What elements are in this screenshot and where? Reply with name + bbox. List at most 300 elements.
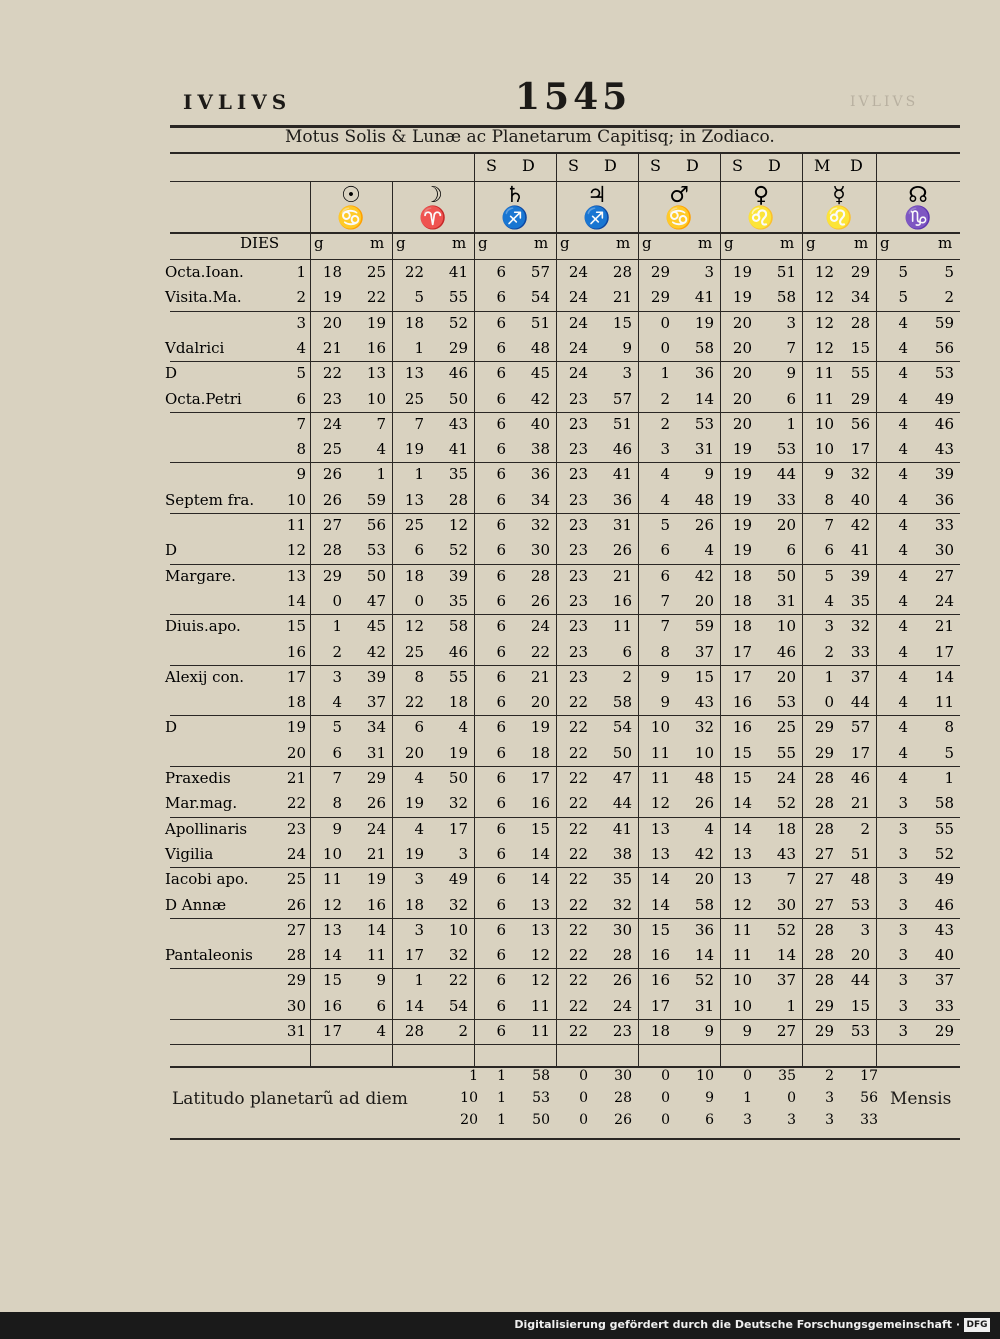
- minute-cell: 12: [448, 516, 468, 534]
- latitude-row: [0, 1090, 1000, 1112]
- minute-cell: 27: [934, 566, 954, 585]
- minute-cell: 35: [448, 465, 468, 484]
- sd-label: M: [814, 156, 831, 175]
- degree-cell: 6: [496, 1022, 506, 1040]
- degree-cell: 28: [814, 769, 834, 787]
- table-row: [0, 643, 1000, 667]
- minute-cell: 15: [612, 313, 632, 332]
- degree-cell: 6: [496, 642, 506, 661]
- degree-cell: 6: [496, 743, 506, 762]
- degree-cell: 6: [496, 389, 506, 408]
- minute-cell: 46: [448, 364, 468, 383]
- degree-header: g: [880, 234, 890, 252]
- minute-cell: 41: [850, 541, 870, 560]
- minute-cell: 9: [786, 364, 796, 383]
- minute-cell: 28: [448, 490, 468, 509]
- degree-cell: 19: [732, 490, 752, 509]
- degree-cell: 0: [660, 313, 670, 332]
- minute-cell: 20: [694, 591, 714, 610]
- degree-cell: 3: [898, 844, 908, 863]
- minute-cell: 26: [694, 516, 714, 534]
- degree-cell: 22: [568, 870, 588, 889]
- degree-cell: 22: [404, 263, 424, 281]
- degree-cell: 16: [732, 718, 752, 737]
- minute-cell: 31: [612, 516, 632, 534]
- degree-cell: 9: [332, 819, 342, 838]
- minute-cell: 12: [530, 971, 550, 990]
- minute-cell: 3: [622, 364, 632, 383]
- degree-cell: 1: [660, 364, 670, 383]
- degree-header: g: [560, 234, 570, 252]
- minute-cell: 52: [776, 920, 796, 939]
- minute-cell: 25: [776, 718, 796, 737]
- column-divider: [720, 152, 721, 1066]
- degree-cell: 4: [898, 591, 908, 610]
- latitude-day: 10: [460, 1090, 478, 1106]
- degree-cell: 4: [898, 465, 908, 484]
- degree-cell: 17: [732, 642, 752, 661]
- minute-cell: 23: [612, 1022, 632, 1040]
- degree-cell: 19: [732, 440, 752, 459]
- minute-cell: 28: [850, 313, 870, 332]
- planet-symbol-cell: [720, 184, 802, 230]
- day-number: 17: [286, 667, 306, 686]
- degree-header: g: [396, 234, 406, 252]
- row-rule: [170, 311, 960, 312]
- sign-glyph: ♌: [825, 206, 853, 231]
- minute-cell: 16: [612, 591, 632, 610]
- minute-cell: 30: [530, 541, 550, 560]
- table-row: [0, 263, 1000, 287]
- latitude-minute-cell: 9: [705, 1090, 714, 1106]
- minute-cell: 36: [934, 490, 954, 509]
- minute-cell: 35: [448, 591, 468, 610]
- minute-cell: 11: [934, 693, 954, 712]
- day-number: 18: [286, 693, 306, 712]
- planet-symbol-cell: [556, 184, 638, 230]
- minute-cell: 32: [850, 617, 870, 636]
- degree-cell: 23: [322, 389, 342, 408]
- minute-cell: 43: [694, 693, 714, 712]
- minute-cell: 36: [530, 465, 550, 484]
- minute-cell: 37: [366, 693, 386, 712]
- minute-cell: 24: [934, 591, 954, 610]
- column-divider: [474, 152, 475, 1066]
- minute-cell: 37: [694, 642, 714, 661]
- degree-cell: 11: [732, 946, 752, 965]
- table-row: [0, 946, 1000, 970]
- planet-symbol-cell: [802, 184, 876, 230]
- minute-cell: 53: [850, 1022, 870, 1040]
- minute-cell: 55: [850, 364, 870, 383]
- minute-cell: 50: [448, 769, 468, 787]
- day-number: 7: [296, 414, 306, 433]
- degree-cell: 6: [496, 313, 506, 332]
- minute-cell: 43: [448, 414, 468, 433]
- minute-cell: 17: [448, 819, 468, 838]
- table-row: [0, 668, 1000, 692]
- degree-cell: 13: [650, 844, 670, 863]
- degree-cell: 4: [414, 769, 424, 787]
- degree-cell: 28: [404, 1022, 424, 1040]
- degree-cell: 27: [814, 895, 834, 914]
- minute-cell: 7: [786, 338, 796, 357]
- degree-cell: 13: [322, 920, 342, 939]
- minute-cell: 24: [776, 769, 796, 787]
- sign-glyph: ♑: [904, 206, 932, 231]
- degree-cell: 17: [404, 946, 424, 965]
- degree-cell: 23: [568, 440, 588, 459]
- minute-cell: 4: [458, 718, 468, 737]
- column-divider: [310, 181, 311, 1066]
- minute-cell: 28: [612, 946, 632, 965]
- degree-cell: 4: [898, 389, 908, 408]
- minute-cell: 15: [694, 667, 714, 686]
- minute-cell: 40: [850, 490, 870, 509]
- degree-cell: 4: [898, 642, 908, 661]
- degree-header: g: [724, 234, 734, 252]
- degree-cell: 22: [568, 946, 588, 965]
- planet-symbol-cell: [876, 184, 960, 230]
- degree-cell: 22: [568, 971, 588, 990]
- minute-cell: 7: [786, 870, 796, 889]
- degree-cell: 22: [568, 895, 588, 914]
- minute-cell: 4: [704, 541, 714, 560]
- degree-cell: 19: [732, 516, 752, 534]
- minute-cell: 14: [366, 920, 386, 939]
- degree-cell: 18: [732, 617, 752, 636]
- degree-cell: 5: [660, 516, 670, 534]
- minute-cell: 41: [448, 263, 468, 281]
- feast-name: D: [165, 718, 178, 737]
- minute-cell: 26: [612, 541, 632, 560]
- rule: [170, 1138, 960, 1140]
- degree-cell: 14: [732, 794, 752, 813]
- minute-cell: 14: [530, 870, 550, 889]
- minute-cell: 29: [448, 338, 468, 357]
- minute-cell: 3: [860, 920, 870, 939]
- degree-cell: 6: [824, 541, 834, 560]
- degree-cell: 20: [322, 313, 342, 332]
- table-title: Motus Solis & Lunæ ac Planetarum Capitisq; in Zodiaco.: [285, 127, 775, 147]
- degree-cell: 16: [322, 996, 342, 1015]
- day-number: 5: [296, 364, 306, 383]
- minute-cell: 29: [366, 769, 386, 787]
- minute-header: m: [938, 234, 953, 252]
- minute-cell: 57: [530, 263, 550, 281]
- minute-cell: 58: [694, 895, 714, 914]
- minute-header: m: [616, 234, 631, 252]
- degree-cell: 6: [496, 895, 506, 914]
- minute-cell: 15: [850, 996, 870, 1015]
- feast-name: Diuis.apo.: [165, 617, 241, 636]
- minute-cell: 6: [786, 541, 796, 560]
- planet-glyph: ♄: [505, 183, 525, 208]
- degree-cell: 3: [898, 996, 908, 1015]
- latitude-degree-cell: 1: [497, 1090, 506, 1106]
- degree-cell: 7: [332, 769, 342, 787]
- degree-cell: 19: [322, 288, 342, 307]
- minute-cell: 51: [850, 844, 870, 863]
- degree-cell: 22: [568, 920, 588, 939]
- rule: [170, 152, 960, 154]
- feast-name: Alexij con.: [165, 667, 245, 686]
- feast-name: D: [165, 364, 178, 383]
- degree-cell: 3: [898, 819, 908, 838]
- table-row: [0, 997, 1000, 1021]
- minute-cell: 6: [376, 996, 386, 1015]
- degree-cell: 4: [898, 364, 908, 383]
- day-number: 27: [286, 920, 306, 939]
- day-number: 28: [286, 946, 306, 965]
- degree-cell: 15: [732, 743, 752, 762]
- degree-cell: 4: [898, 566, 908, 585]
- feast-name: D Annæ: [165, 895, 227, 914]
- degree-cell: 3: [660, 440, 670, 459]
- degree-cell: 1: [414, 465, 424, 484]
- minute-cell: 39: [934, 465, 954, 484]
- degree-cell: 6: [496, 794, 506, 813]
- minute-cell: 7: [376, 414, 386, 433]
- degree-cell: 17: [650, 996, 670, 1015]
- minute-cell: 18: [448, 693, 468, 712]
- minute-cell: 21: [934, 617, 954, 636]
- degree-cell: 3: [414, 920, 424, 939]
- degree-cell: 19: [732, 263, 752, 281]
- day-number: 25: [286, 870, 306, 889]
- latitude-day: 1: [469, 1068, 478, 1084]
- latitude-minute-cell: 26: [614, 1112, 632, 1128]
- rule: [170, 259, 960, 260]
- sign-glyph: ♋: [665, 206, 693, 231]
- degree-cell: 4: [898, 693, 908, 712]
- degree-cell: 23: [568, 566, 588, 585]
- degree-header: g: [642, 234, 652, 252]
- minute-cell: 42: [694, 844, 714, 863]
- table-row: [0, 921, 1000, 945]
- table-row: [0, 794, 1000, 818]
- minute-cell: 13: [530, 895, 550, 914]
- latitude-degree-cell: 1: [497, 1068, 506, 1084]
- table-row: [0, 693, 1000, 717]
- minute-cell: 10: [448, 920, 468, 939]
- minute-cell: 19: [448, 743, 468, 762]
- degree-cell: 17: [732, 667, 752, 686]
- minute-cell: 33: [934, 996, 954, 1015]
- column-divider: [802, 152, 803, 1066]
- degree-cell: 6: [496, 844, 506, 863]
- degree-cell: 2: [824, 642, 834, 661]
- degree-cell: 6: [496, 440, 506, 459]
- minute-cell: 17: [850, 743, 870, 762]
- day-number: 14: [286, 591, 306, 610]
- degree-cell: 6: [496, 338, 506, 357]
- degree-cell: 9: [824, 465, 834, 484]
- minute-cell: 30: [612, 920, 632, 939]
- degree-cell: 14: [650, 870, 670, 889]
- minute-cell: 39: [448, 566, 468, 585]
- row-rule: [170, 614, 960, 615]
- table-row: [0, 567, 1000, 591]
- minute-cell: 20: [530, 693, 550, 712]
- degree-cell: 23: [568, 642, 588, 661]
- degree-cell: 12: [814, 288, 834, 307]
- minute-cell: 31: [694, 440, 714, 459]
- sign-glyph: ♐: [583, 206, 611, 231]
- degree-cell: 6: [496, 591, 506, 610]
- degree-cell: 12: [814, 313, 834, 332]
- minute-cell: 9: [704, 465, 714, 484]
- minute-cell: 36: [694, 920, 714, 939]
- degree-cell: 6: [496, 996, 506, 1015]
- minute-cell: 39: [366, 667, 386, 686]
- minute-cell: 17: [530, 769, 550, 787]
- sd-label: D: [604, 156, 617, 175]
- degree-cell: 21: [322, 338, 342, 357]
- minute-header: m: [370, 234, 385, 252]
- degree-cell: 2: [660, 414, 670, 433]
- latitude-minute-cell: 35: [778, 1068, 796, 1084]
- degree-cell: 6: [496, 693, 506, 712]
- minute-cell: 13: [366, 364, 386, 383]
- degree-cell: 27: [814, 870, 834, 889]
- degree-cell: 28: [322, 541, 342, 560]
- minute-cell: 6: [622, 642, 632, 661]
- sd-label: S: [650, 156, 661, 175]
- degree-header: g: [806, 234, 816, 252]
- sd-label: S: [732, 156, 743, 175]
- degree-cell: 23: [568, 617, 588, 636]
- minute-cell: 10: [694, 743, 714, 762]
- minute-cell: 21: [530, 667, 550, 686]
- planet-symbol-cell: [392, 184, 474, 230]
- latitude-degree-cell: 0: [661, 1068, 670, 1084]
- latitude-row: [0, 1112, 1000, 1134]
- degree-cell: 12: [814, 338, 834, 357]
- degree-cell: 12: [732, 895, 752, 914]
- feast-name: Mar.mag.: [165, 794, 238, 813]
- degree-cell: 5: [824, 566, 834, 585]
- feast-name: Margare.: [165, 566, 236, 585]
- degree-cell: 6: [496, 617, 506, 636]
- degree-cell: 28: [814, 794, 834, 813]
- column-divider: [876, 152, 877, 1066]
- row-rule: [170, 918, 960, 919]
- minute-cell: 38: [530, 440, 550, 459]
- sd-label: S: [486, 156, 497, 175]
- degree-cell: 6: [496, 946, 506, 965]
- degree-cell: 4: [898, 541, 908, 560]
- row-rule: [170, 715, 960, 716]
- minute-cell: 44: [776, 465, 796, 484]
- minute-cell: 39: [850, 566, 870, 585]
- degree-cell: 29: [814, 743, 834, 762]
- degree-cell: 25: [404, 642, 424, 661]
- degree-cell: 18: [404, 566, 424, 585]
- degree-cell: 29: [814, 718, 834, 737]
- day-number: 22: [286, 794, 306, 813]
- row-rule: [170, 968, 960, 969]
- sd-label: S: [568, 156, 579, 175]
- minute-cell: 43: [934, 440, 954, 459]
- degree-cell: 19: [404, 794, 424, 813]
- degree-cell: 12: [814, 263, 834, 281]
- minute-cell: 3: [458, 844, 468, 863]
- minute-cell: 14: [776, 946, 796, 965]
- table-row: [0, 440, 1000, 464]
- minute-cell: 52: [934, 844, 954, 863]
- degree-cell: 18: [322, 263, 342, 281]
- minute-cell: 56: [366, 516, 386, 534]
- minute-cell: 57: [850, 718, 870, 737]
- minute-cell: 49: [448, 870, 468, 889]
- minute-cell: 48: [694, 490, 714, 509]
- degree-cell: 3: [898, 920, 908, 939]
- minute-cell: 20: [776, 516, 796, 534]
- feast-name: Vdalrici: [165, 338, 225, 357]
- table-row: [0, 617, 1000, 641]
- minute-cell: 20: [850, 946, 870, 965]
- table-row: [0, 390, 1000, 414]
- minute-cell: 31: [366, 743, 386, 762]
- sign-glyph: ♐: [501, 206, 529, 231]
- minute-cell: 49: [934, 870, 954, 889]
- degree-cell: 15: [650, 920, 670, 939]
- day-number: 24: [286, 844, 306, 863]
- degree-cell: 3: [898, 971, 908, 990]
- minute-cell: 18: [776, 819, 796, 838]
- latitude-minute-cell: 28: [614, 1090, 632, 1106]
- minute-header: m: [854, 234, 869, 252]
- minute-header: m: [452, 234, 467, 252]
- degree-cell: 2: [660, 389, 670, 408]
- minute-cell: 37: [934, 971, 954, 990]
- minute-cell: 29: [850, 263, 870, 281]
- minute-cell: 22: [530, 642, 550, 661]
- day-number: 16: [286, 642, 306, 661]
- minute-header: m: [780, 234, 795, 252]
- degree-cell: 22: [404, 693, 424, 712]
- latitude-day: 20: [460, 1112, 478, 1128]
- table-row: [0, 491, 1000, 515]
- minute-cell: 52: [448, 541, 468, 560]
- minute-cell: 35: [850, 591, 870, 610]
- minute-cell: 6: [786, 389, 796, 408]
- day-number: 8: [296, 440, 306, 459]
- latitude-degree-cell: 0: [743, 1068, 752, 1084]
- table-row: [0, 769, 1000, 793]
- latitude-row: [0, 1068, 1000, 1090]
- degree-cell: 6: [496, 490, 506, 509]
- minute-cell: 11: [612, 617, 632, 636]
- degree-cell: 6: [414, 718, 424, 737]
- degree-cell: 3: [824, 617, 834, 636]
- degree-cell: 20: [732, 338, 752, 357]
- degree-cell: 6: [660, 541, 670, 560]
- degree-cell: 23: [568, 389, 588, 408]
- latitude-minute-cell: 53: [532, 1090, 550, 1106]
- minute-cell: 16: [530, 794, 550, 813]
- degree-cell: 6: [496, 263, 506, 281]
- degree-cell: 24: [568, 263, 588, 281]
- day-number: 11: [286, 516, 306, 534]
- minute-cell: 31: [776, 591, 796, 610]
- degree-cell: 4: [898, 313, 908, 332]
- sign-glyph: ♌: [747, 206, 775, 231]
- degree-cell: 23: [568, 591, 588, 610]
- degree-cell: 22: [568, 743, 588, 762]
- minute-cell: 2: [458, 1022, 468, 1040]
